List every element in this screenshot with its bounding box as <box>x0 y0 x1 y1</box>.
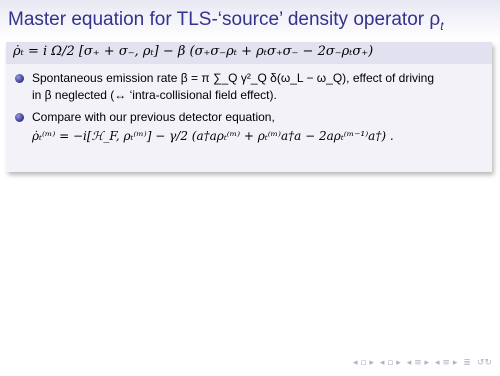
nav-left-icon[interactable]: ◂ ▫ ▸ <box>353 358 374 368</box>
equation-block <box>6 42 492 172</box>
nav-section-icon[interactable]: ◂ ▫ ▸ <box>379 358 401 368</box>
nav-search-icon[interactable]: ↺↻ <box>476 358 492 368</box>
slide-title-text: Master equation for TLS-‘source’ density operator ρ <box>8 9 441 30</box>
item-line: Spontaneous emission rate β = π ∑_Q γ²_Q δ(ω_L − ω_Q), effect of driving <box>32 71 435 85</box>
nav-subsection-icon[interactable]: ◂ ≡ ▸ <box>406 358 430 368</box>
block-body <box>6 64 492 172</box>
bullet-icon <box>15 74 24 83</box>
frame-title-bar <box>0 0 500 40</box>
master-equation-text: ρ̇ₜ = i Ω/2 [σ₊ + σ₋, ρₜ] − β (σ₊σ₋ρₜ + ρₜσ₊σ₋ − 2σ₋ρₜσ₊) <box>13 44 374 59</box>
item-line: Compare with our previous detector equation, <box>32 110 275 124</box>
list-item <box>12 70 486 104</box>
master-equation <box>6 42 492 64</box>
slide-title <box>8 9 444 33</box>
beamer-navigation-bar <box>353 358 492 368</box>
bullet-icon <box>15 113 24 122</box>
list-item <box>12 109 486 145</box>
nav-align-icon[interactable]: ≣ <box>463 358 471 368</box>
slide-title-subscript: t <box>440 18 444 33</box>
detector-equation: ρ̇ₜ⁽ᵐ⁾ = −i[ℋ_F, ρₜ⁽ᵐ⁾] − γ/2 (a†aρₜ⁽ᵐ⁾ + ρₜ⁽ᵐ⁾a†a − 2aρₜ⁽ᵐ⁻¹⁾a†) . <box>32 129 394 143</box>
nav-frame-icon[interactable]: ◂ ≡ ▸ <box>435 358 458 368</box>
item-line: in β neglected (↔ ‘intra-collisional field effect). <box>32 88 277 102</box>
